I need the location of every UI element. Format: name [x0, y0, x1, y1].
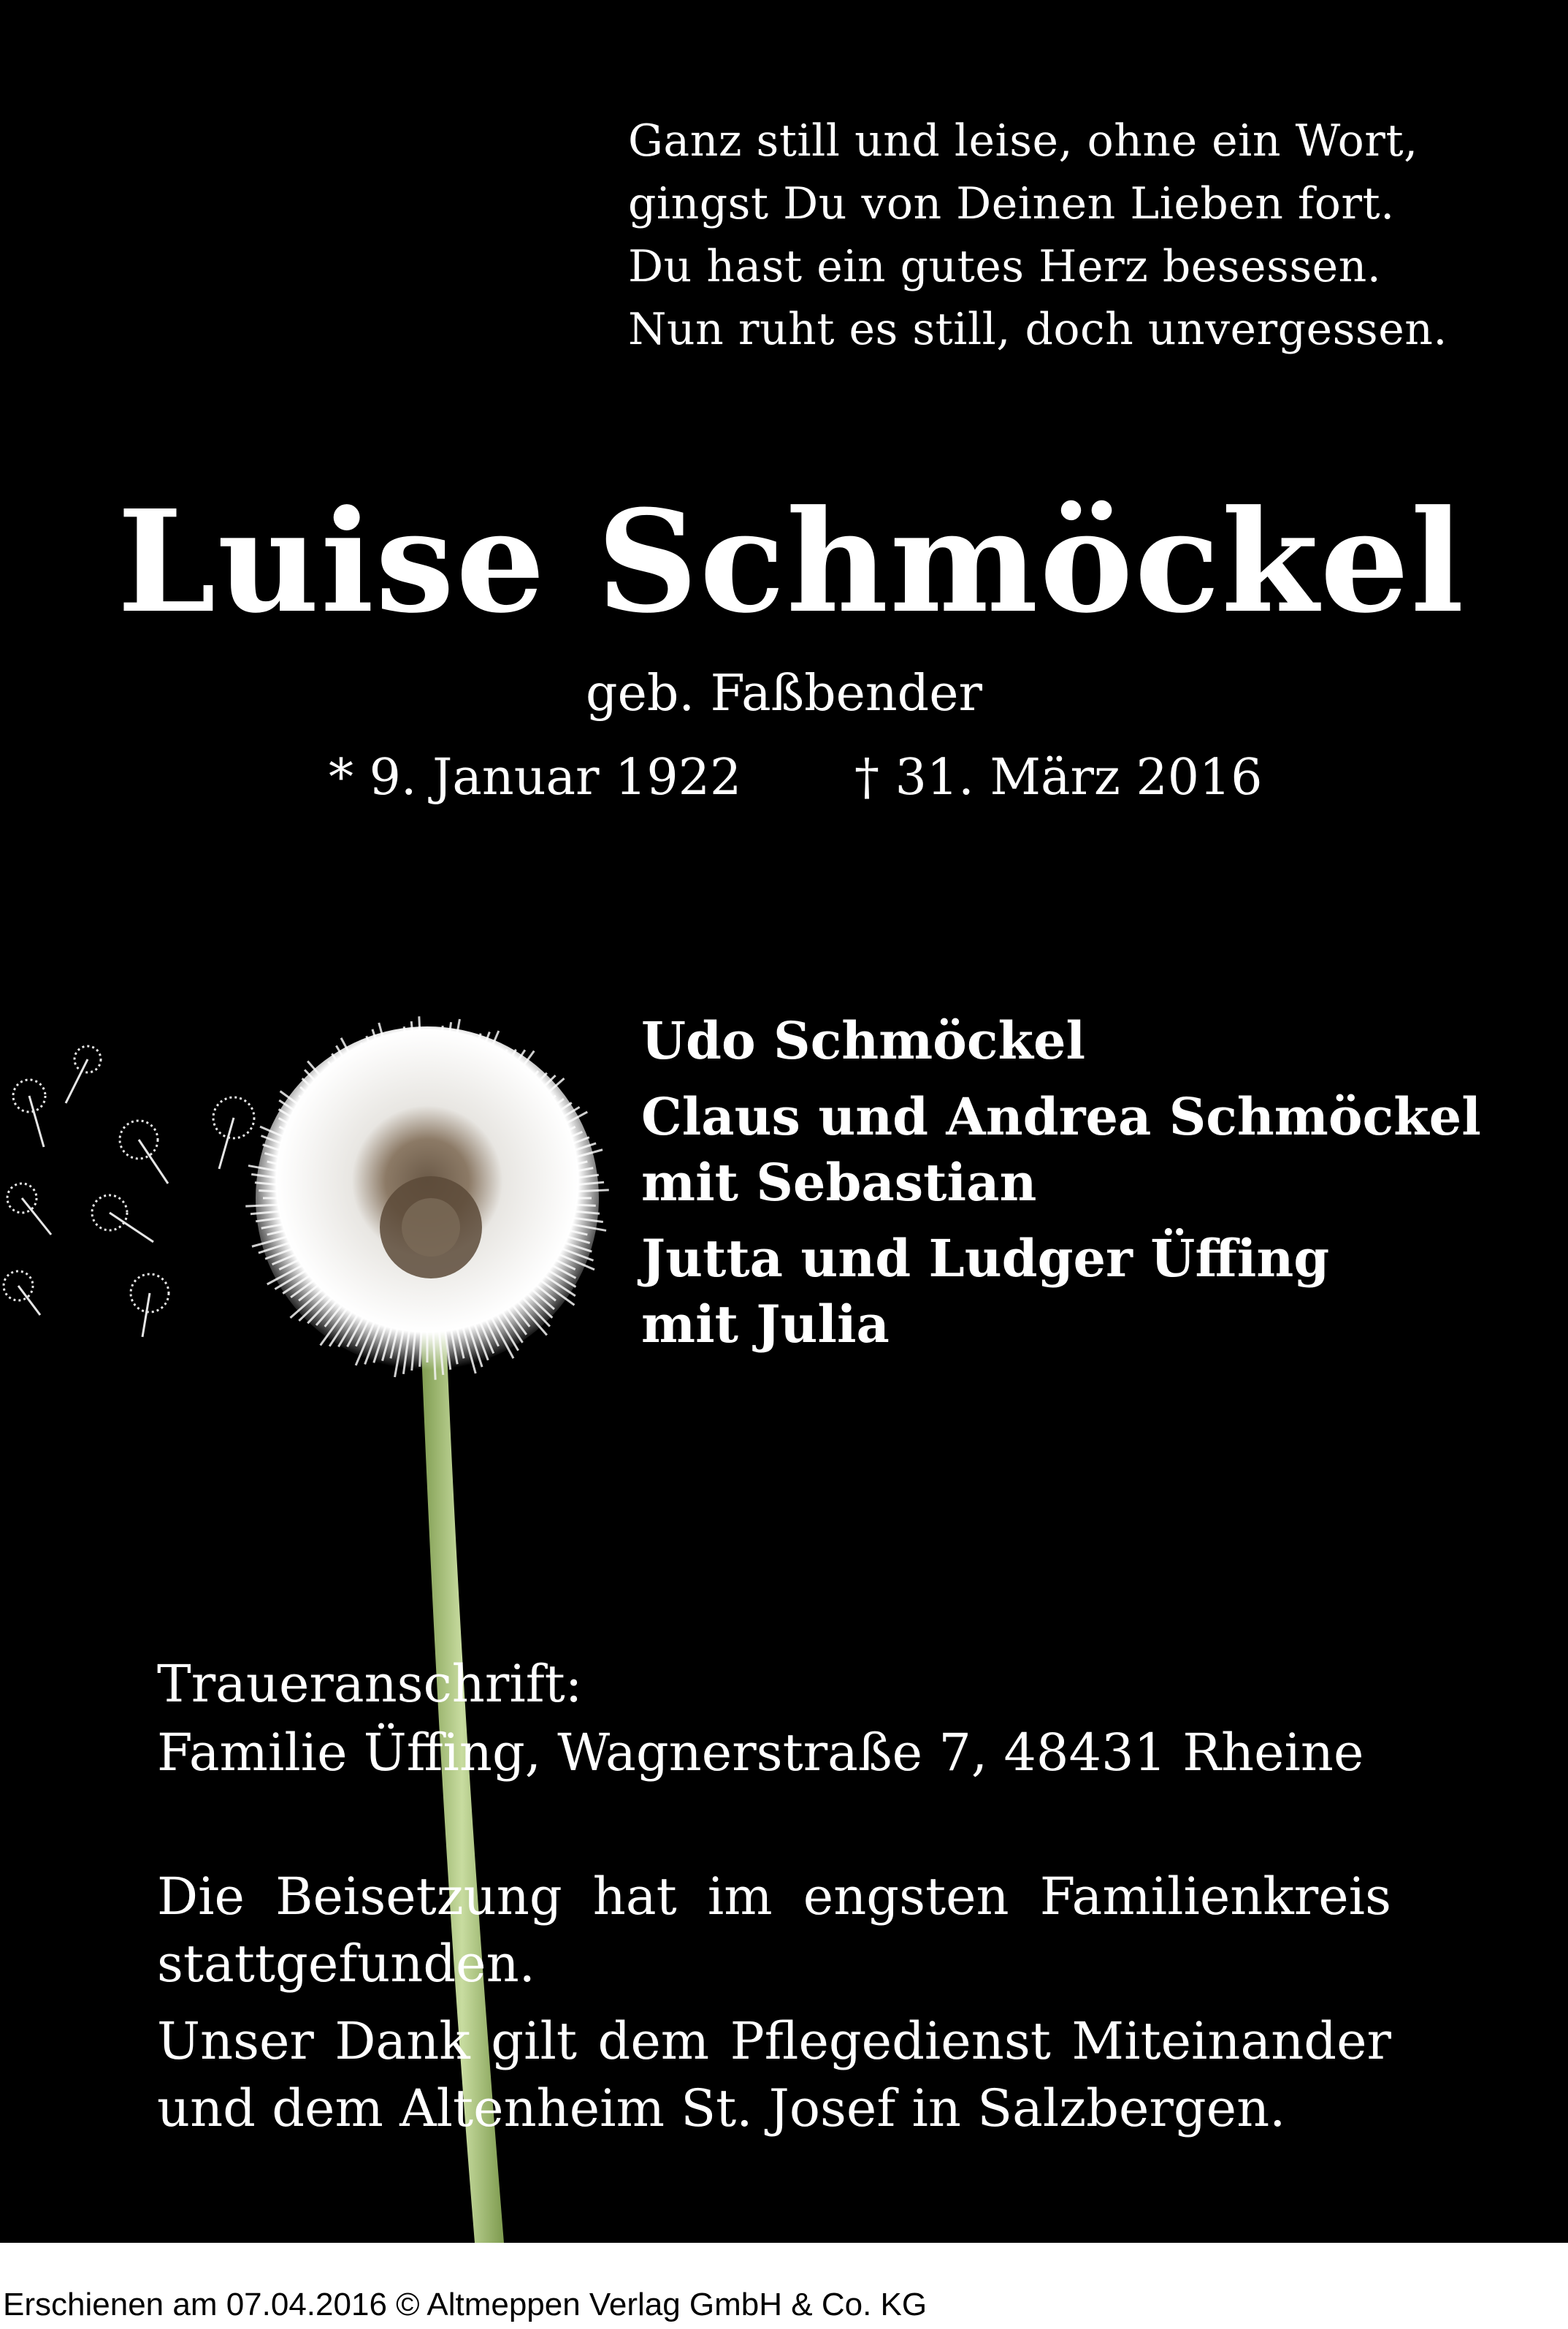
poem — [628, 110, 1504, 361]
birth-date: * 9. Januar 1922 — [329, 749, 742, 807]
poem-line: gingst Du von Deinen Lieben fort. — [628, 178, 1395, 229]
maiden-name: geb. Faßbender — [586, 665, 982, 723]
burial-note: Die Beisetzung hat im engsten Familienkreis stattgefunden. — [157, 1867, 1391, 1994]
mourner-line: mit Sebastian — [641, 1152, 1037, 1213]
mourner-line: Udo Schmöckel — [641, 1010, 1086, 1071]
mourners-list — [641, 1008, 1518, 1368]
poem-line: Ganz still und leise, ohne ein Wort, — [628, 115, 1418, 167]
poem-line: Nun ruht es still, doch unvergessen. — [628, 304, 1447, 355]
address-value: Familie Üffing, Wagnerstraße 7, 48431 Rheine — [157, 1723, 1364, 1783]
mourner-line: Claus und Andrea Schmöckel — [641, 1086, 1481, 1147]
thanks-note: Unser Dank gilt dem Pflegedienst Miteinander und dem Altenheim St. Josef in Salzbergen. — [157, 2011, 1391, 2138]
notes — [157, 1863, 1391, 2152]
mourner-group — [641, 1084, 1518, 1216]
deceased-name: Luise Schmöckel — [117, 480, 1466, 644]
mourning-address — [157, 1650, 1472, 1787]
mourner-group — [641, 1226, 1518, 1357]
mourner-line: mit Julia — [641, 1294, 890, 1354]
mourner-line: Jutta und Ludger Üffing — [641, 1228, 1330, 1289]
death-date: † 31. März 2016 — [854, 749, 1263, 807]
mourner-group — [641, 1008, 1518, 1074]
poem-line: Du hast ein gutes Herz besessen. — [628, 241, 1382, 292]
address-label: Traueranschrift: — [157, 1654, 583, 1714]
publication-footer: Erschienen am 07.04.2016 © Altmeppen Verlag GmbH & Co. KG — [3, 2287, 928, 2322]
